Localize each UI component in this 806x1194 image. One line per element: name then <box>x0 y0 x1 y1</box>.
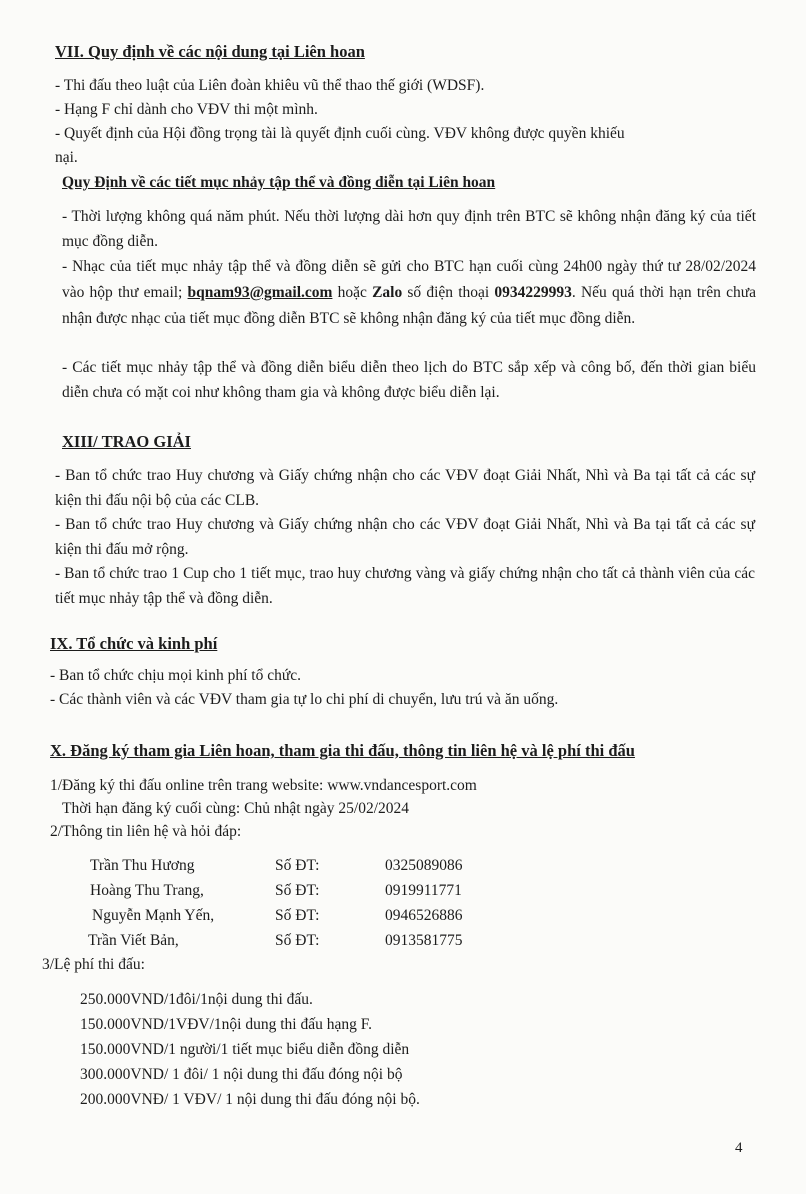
zalo-label: Zalo <box>372 284 403 301</box>
fees-title: 3/Lệ phí thi đấu: <box>42 956 145 973</box>
contact-phone-label: Số ĐT: <box>275 857 320 874</box>
contact-phone: 0919911771 <box>385 882 462 899</box>
section-10-heading: X. Đăng ký tham gia Liên hoan, tham gia thi đấu, thông tin liên hệ và lệ phí thi đấu <box>50 741 635 760</box>
section-7-item: nại. <box>55 149 78 166</box>
group-rules-heading: Quy Định về các tiết mục nhảy tập thể và đồng diễn tại Liên hoan <box>62 174 496 191</box>
contact-title: 2/Thông tin liên hệ và hỏi đáp: <box>50 823 242 840</box>
page-number: 4 <box>735 1140 743 1156</box>
fee-item: 250.000VND/1đôi/1nội dung thi đấu. <box>80 991 313 1008</box>
group-rules-p2-text: số điện thoại <box>402 284 495 301</box>
group-rules-paragraph-3: - Các tiết mục nhảy tập thể và đồng diễn biểu diễn theo lịch do BTC sắp xếp và công bố, đến thời gian biểu diễn chưa có mặt coi như không tham gia và không được biểu diễn lại. <box>62 359 756 401</box>
section-8-heading: XIII/ TRAO GIẢI <box>62 432 191 451</box>
fee-item: 150.000VND/1VĐV/1nội dung thi đấu hạng F. <box>80 1016 372 1033</box>
contact-phone: 0934229993 <box>494 284 572 301</box>
contact-phone: 0946526886 <box>385 907 463 924</box>
contact-name: Trần Viết Bản, <box>88 932 179 949</box>
contact-name: Hoàng Thu Trang, <box>90 882 204 899</box>
registration-deadline: Thời hạn đăng ký cuối cùng: Chủ nhật ngày 25/02/2024 <box>62 800 409 817</box>
group-rules-paragraph-1: - Thời lượng không quá năm phút. Nếu thời lượng dài hơn quy định trên BTC sẽ không nhận đăng ký của tiết mục đồng diễn. <box>62 208 756 250</box>
section-7-item: - Thi đấu theo luật của Liên đoàn khiêu vũ thể thao thế giới (WDSF). <box>55 77 485 94</box>
contact-phone: 0913581775 <box>385 932 463 949</box>
awards-paragraph-2: - Ban tổ chức trao Huy chương và Giấy chứng nhận cho các VĐV đoạt Giải Nhất, Nhì và Ba tại tất cả các sự kiện thi đấu mở rộng. <box>55 516 755 558</box>
section-9-heading: IX. Tổ chức và kinh phí <box>50 634 218 653</box>
contact-phone-label: Số ĐT: <box>275 907 320 924</box>
awards-paragraph-3: - Ban tổ chức trao 1 Cup cho 1 tiết mục, trao huy chương vàng và giấy chứng nhận cho tất cả thành viên của các tiết mục nhảy tập thể và đồng diễn. <box>55 565 755 607</box>
section-7-heading: VII. Quy định về các nội dung tại Liên hoan <box>55 42 365 61</box>
contact-phone: 0325089086 <box>385 857 463 874</box>
section-7-item: - Hạng F chỉ dành cho VĐV thi một mình. <box>55 101 318 118</box>
contact-name: Nguyễn Mạnh Yến, <box>92 907 215 924</box>
awards-paragraph-1: - Ban tổ chức trao Huy chương và Giấy chứng nhận cho các VĐV đoạt Giải Nhất, Nhì và Ba tại tất cả các sự kiện thi đấu nội bộ của các CLB. <box>55 467 755 509</box>
registration-line: 1/Đăng ký thi đấu online trên trang website: www.vndancesport.com <box>50 777 477 794</box>
fee-item: 200.000VNĐ/ 1 VĐV/ 1 nội dung thi đấu đóng nội bộ. <box>80 1091 420 1108</box>
group-rules-p2-text: - Nhạc của tiết mục nhảy tập thể và đồng diễn sẽ gửi cho BTC hạn cuối cùng 24h00 ngày thứ tư 28/02/2024 vào hộp thư email; <box>62 258 756 301</box>
section-7-item: - Quyết định của Hội đồng trọng tài là quyết định cuối cùng. VĐV không được quyền khiếu <box>55 125 625 142</box>
section-9-item: - Các thành viên và các VĐV tham gia tự lo chi phí di chuyển, lưu trú và ăn uống. <box>50 691 559 708</box>
email-link[interactable]: bqnam93@gmail.com <box>187 284 333 301</box>
fee-item: 150.000VND/1 người/1 tiết mục biểu diễn đồng diễn <box>80 1041 410 1058</box>
contact-name: Trần Thu Hương <box>90 857 195 874</box>
contact-phone-label: Số ĐT: <box>275 882 320 899</box>
group-rules-p2-text: hoặc <box>332 284 373 301</box>
group-rules-p2-text: . Nếu quá thời hạn trên chưa nhận được nhạc của tiết mục đồng diễn BTC sẽ không nhận đăng ký của tiết mục đồng diễn. <box>62 284 757 327</box>
group-rules-paragraph-2 <box>62 254 756 332</box>
section-9-item: - Ban tổ chức chịu mọi kinh phí tổ chức. <box>50 667 301 684</box>
fee-item: 300.000VND/ 1 đôi/ 1 nội dung thi đấu đóng nội bộ <box>80 1066 403 1083</box>
contact-phone-label: Số ĐT: <box>275 932 320 949</box>
